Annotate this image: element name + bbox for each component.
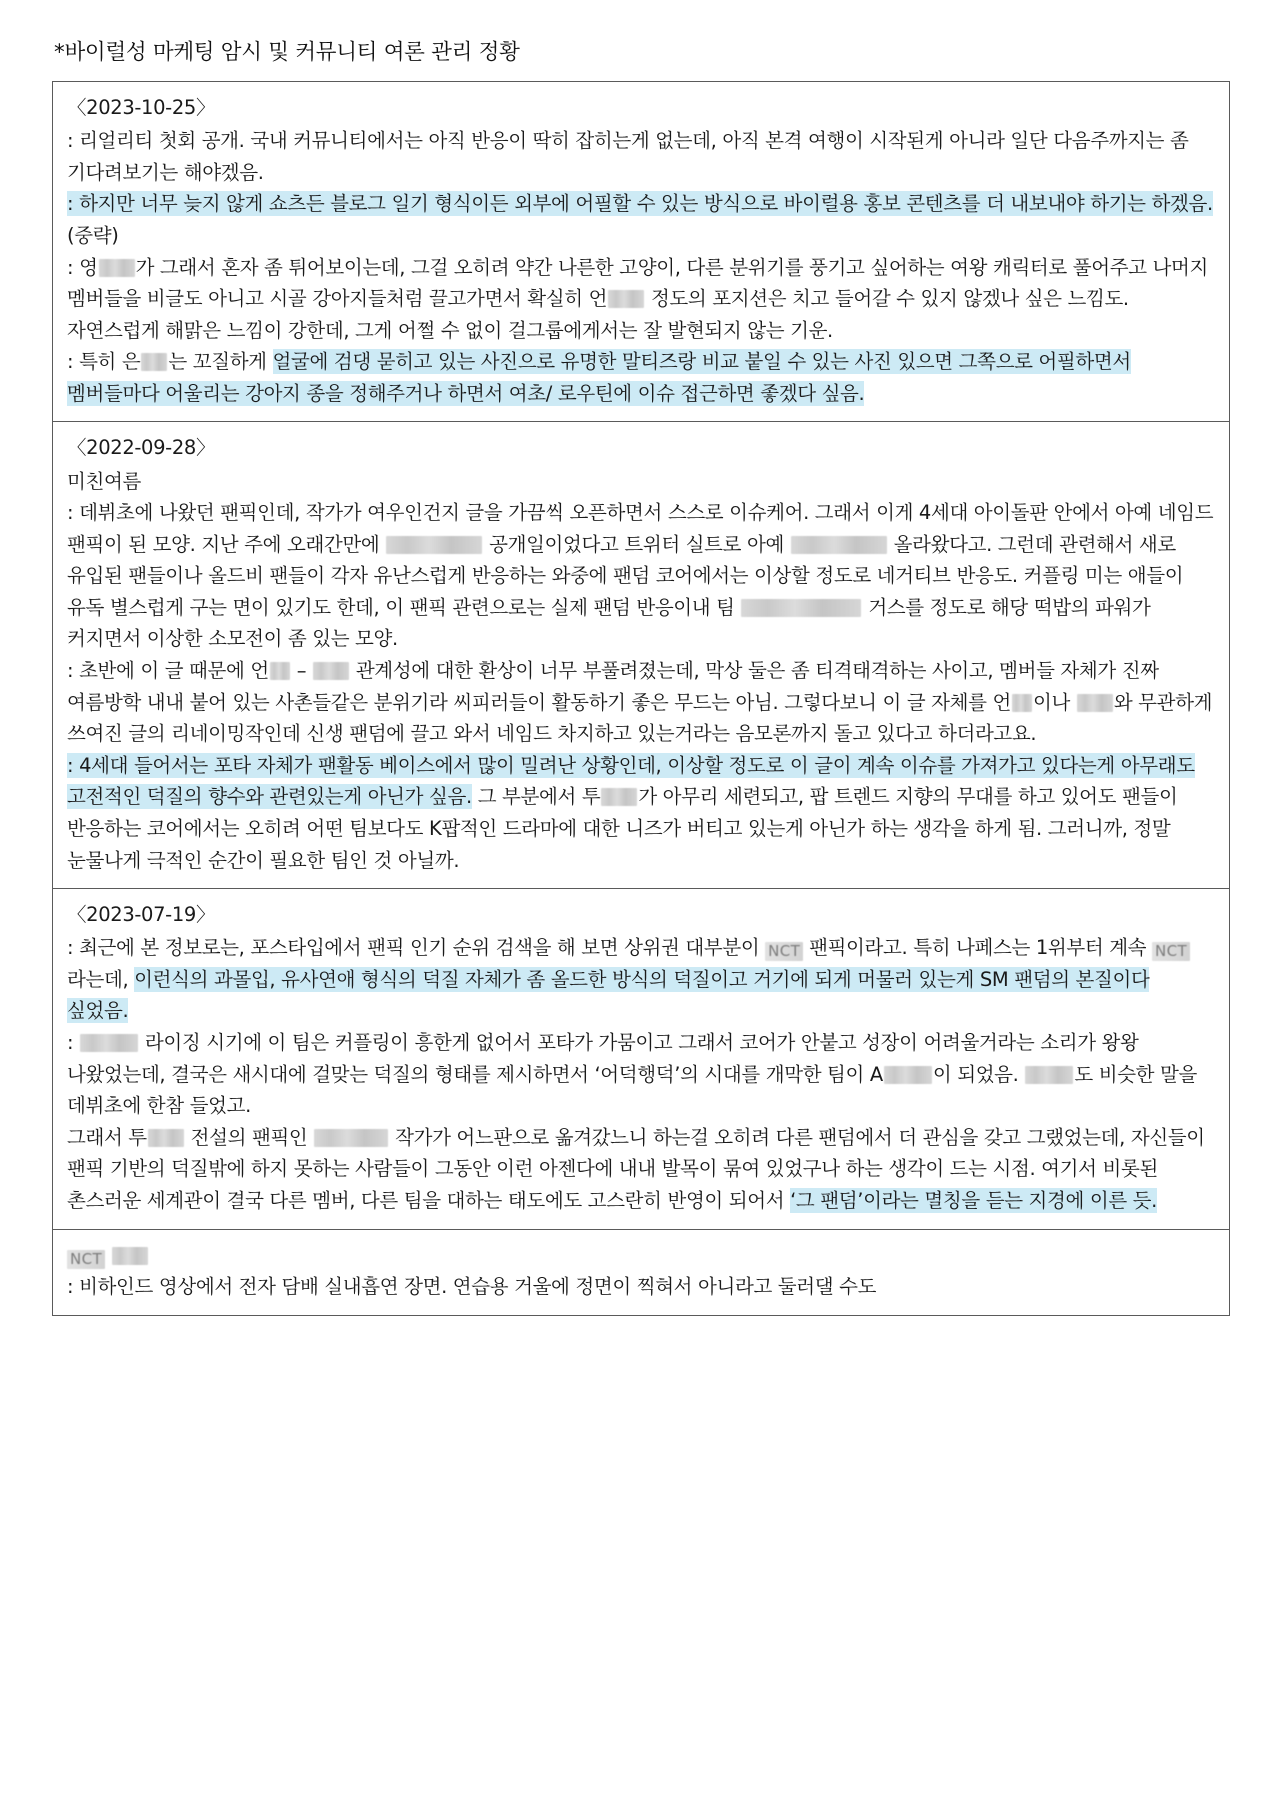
redacted-block	[608, 290, 644, 308]
entry-line-highlighted: : 4세대 들어서는 포타 자체가 팬활동 베이스에서 많이 밀려난 상황인데, 이상할 정도로 이 글이 계속 이슈를 가져가고 있다는게 아무래도 고전적인 덕질의 향수와 관련있는게 아닌가 싶음. 그 부분에서 투 가 아무리 세련되고, 팝 트렌드 지향의 무대를 하고 있어도 팬들이 반응하는 코어에서는 오히려 어떤 팀보다도 K팝적인 드라마에 대한 니즈가 버티고 있는게 아닌가 하는 생각을 하게 됨. 그러니까, 정말 눈물나게 극적인 순간이 필요한 팀인 것 아닐까.	[67, 753, 1195, 872]
entry-2023-07-19	[53, 889, 1229, 1229]
entry-line-highlighted: : 하지만 너무 늦지 않게 쇼츠든 블로그 일기 형식이든 외부에 어필할 수 있는 방식으로 바이럴용 홍보 콘텐츠를 더 내보내야 하기는 하겠음. (중략)	[67, 192, 1213, 247]
redacted-block	[148, 1129, 184, 1147]
entry-subtitle: 미친여름	[67, 469, 141, 493]
entries-table	[52, 81, 1230, 1316]
entry-date: 〈2023-07-19〉	[67, 903, 216, 927]
entry-line: : 초반에 이 글 때문에 언 – 관계성에 대한 환상이 너무 부풀려졌는데, 막상 둘은 좀 티격태격하는 사이고, 멤버들 자체가 진짜 여름방학 내내 붙어 있는 사촌들같은 분위기라 씨피러들이 활동하기 좋은 무드는 아님. 그렇다보니 이 글 자체를 언 이나 와 무관하게 쓰여진 글의 리네이밍작인데 신생 팬덤에 끌고 와서 네임드 차지하고 있는거라는 음모론까지 돌고 있다고 하더라고요.	[67, 659, 1213, 746]
redacted-block	[141, 353, 167, 371]
entry-line: : 비하인드 영상에서 전자 담배 실내흡연 장면. 연습용 거울에 정면이 찍혀서 아니라고 둘러댈 수도	[67, 1275, 877, 1299]
entry-line: : 데뷔초에 나왔던 팬픽인데, 작가가 여우인건지 글을 가끔씩 오픈하면서 스스로 이슈케어. 그래서 이게 4세대 아이돌판 안에서 아예 네임드 팬픽이 된 모양. 지난 주에 오래간만에 공개일이었다고 트위터 실트로 아예 올라왔다고. 그런데 관련해서 새로 유입된 팬들이나 올드비 팬들이 각자 유난스럽게 반응하는 와중에 팬덤 코어에서는 이상할 정도로 네거티브 반응도. 커플링 미는 애들이 유독 별스럽게 구는 면이 있기도 한데, 이 팬픽 관련으로는 실제 팬덤 반응이내 팀 거스를 정도로 해당 떡밥의 파워가 커지면서 이상한 소모전이 좀 있는 모양.	[67, 501, 1214, 651]
masked-name: NCT	[1152, 942, 1190, 961]
page-title: *바이럴성 마케팅 암시 및 커뮤니티 여론 관리 정황	[54, 40, 520, 65]
entry-date: 〈2022-09-28〉	[67, 436, 216, 460]
masked-name: NCT	[67, 1250, 105, 1269]
entry-line: : 라이징 시기에 이 팀은 커플링이 흥한게 없어서 포타가 가뭄이고 그래서 코어가 안붙고 성장이 어려울거라는 소리가 왕왕 나왔었는데, 결국은 새시대에 걸맞는 덕질의 형태를 제시하면서 ‘어덕행덕’의 시대를 개막한 팀이 A 이 되었음. 도 비슷한 말을 데뷔초에 한참 들었고.	[67, 1031, 1197, 1118]
entry-2022-09-28	[53, 422, 1229, 889]
redacted-block	[270, 662, 290, 680]
redacted-block	[884, 1066, 932, 1084]
redacted-block	[314, 1129, 388, 1147]
redacted-block	[1025, 1066, 1073, 1084]
redacted-block	[1077, 694, 1113, 712]
masked-name: NCT	[765, 942, 803, 961]
redacted-block	[601, 788, 637, 806]
entry-date: 〈2023-10-25〉	[67, 96, 216, 120]
redacted-block	[112, 1247, 148, 1265]
entry-line-highlighted: : 특히 은 는 꼬질하게 얼굴에 검댕 묻히고 있는 사진으로 유명한 말티즈랑 비교 붙일 수 있는 사진 있으면 그쪽으로 어필하면서 멤버들마다 어울리는 강아지 종을 정해주거나 하면서 여초/ 로우틴에 이슈 접근하면 좋겠다 싶음.	[67, 350, 1131, 405]
redacted-block	[99, 259, 135, 277]
entry-nct-masked	[53, 1230, 1229, 1315]
redacted-block	[386, 536, 482, 554]
redacted-block	[791, 536, 887, 554]
redacted-block	[1012, 694, 1032, 712]
entry-date-masked	[67, 1240, 1215, 1272]
entry-2023-10-25	[53, 82, 1229, 422]
redacted-block	[313, 662, 349, 680]
entry-line-highlighted: : 최근에 본 정보로는, 포스타입에서 팬픽 인기 순위 검색을 해 보면 상위권 대부분이 NCT 팬픽이라고. 특히 나페스는 1위부터 계속 NCT라는데, 이런식의 과몰입, 유사연애 형식의 덕질 자체가 좀 올드한 방식의 덕질이고 거기에 되게 머물러 있는게 SM 팬덤의 본질이다 싶었음.	[67, 932, 1215, 1027]
entry-line-highlighted: 그래서 투 전설의 팬픽인 작가가 어느판으로 옮겨갔느니 하는걸 오히려 다른 팬덤에서 더 관심을 갖고 그랬었는데, 자신들이 팬픽 기반의 덕질밖에 하지 못하는 사람들이 그동안 이런 아젠다에 내내 발목이 묶여 있었구나 하는 생각이 드는 시점. 여기서 비롯된 촌스러운 세계관이 결국 다른 멤버, 다른 팀을 대하는 태도에도 고스란히 반영이 되어서 ‘그 팬덤’이라는 멸칭을 듣는 지경에 이른 듯.	[67, 1125, 1205, 1212]
entry-line: : 영 가 그래서 혼자 좀 튀어보이는데, 그걸 오히려 약간 나른한 고양이, 다른 분위기를 풍기고 싶어하는 여왕 캐릭터로 풀어주고 나머지 멤버들을 비글도 아니고 시골 강아지들처럼 끌고가면서 확실히 언 정도의 포지션은 치고 들어갈 수 있지 않겠나 싶은 느낌도. 자연스럽게 해맑은 느낌이 강한데, 그게 어쩔 수 없이 걸그룹에게서는 잘 발현되지 않는 기운.	[67, 255, 1209, 342]
entry-line: : 리얼리티 첫회 공개. 국내 커뮤니티에서는 아직 반응이 딱히 잡히는게 없는데, 아직 본격 여행이 시작된게 아니라 일단 다음주까지는 좀 기다려보기는 해야겠음.	[67, 129, 1189, 184]
redacted-block	[741, 599, 861, 617]
redacted-block	[80, 1034, 138, 1052]
